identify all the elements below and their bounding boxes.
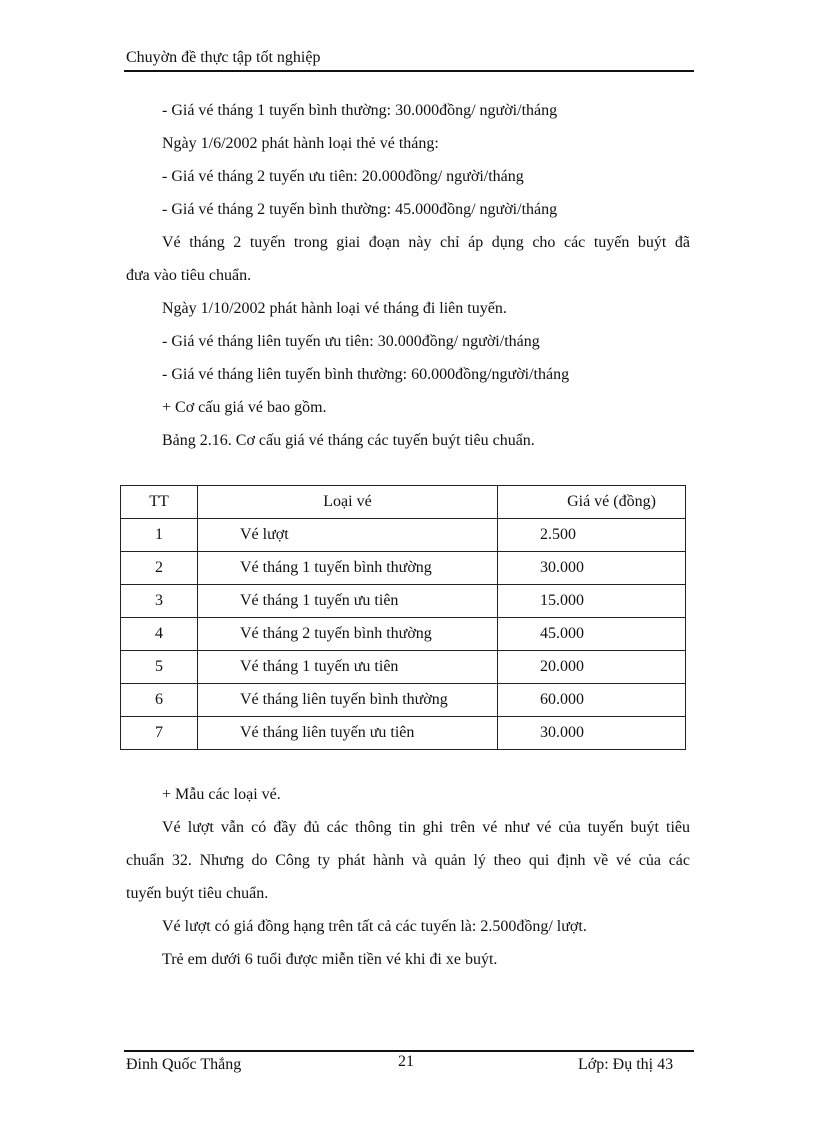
footer-divider [124, 1050, 694, 1052]
paragraph-line: tuyến buýt tiêu chuẩn. [126, 885, 269, 902]
row-price: 30.000 [498, 552, 686, 585]
paragraph-line: + Cơ cấu giá vé bao gồm. [162, 399, 327, 416]
row-price: 45.000 [498, 618, 686, 651]
paragraph-line: Vé lượt có giá đồng hạng trên tất cả các tuyến là: 2.500đồng/ lượt. [162, 918, 587, 935]
row-price: 60.000 [498, 684, 686, 717]
body-text-top [126, 94, 690, 457]
row-ticket-type: Vé lượt [198, 519, 498, 552]
paragraph-line: - Giá vé tháng 1 tuyến bình thường: 30.000đồng/ người/tháng [162, 102, 558, 119]
row-price: 30.000 [498, 717, 686, 750]
paragraph-line: Vé lượt vẫn có đầy đủ các thông tin ghi trên vé như vé của tuyến buýt tiêu [162, 819, 690, 836]
paragraph-line: Ngày 1/6/2002 phát hành loại thẻ vé tháng: [162, 135, 439, 152]
paragraph-line: Vé tháng 2 tuyến trong giai đoạn này chỉ áp dụng cho các tuyến buýt đã [162, 234, 690, 251]
paragraph-line: Ngày 1/10/2002 phát hành loại vé tháng đi liên tuyến. [162, 300, 507, 317]
table-row [121, 618, 686, 651]
table-header-row [121, 486, 686, 519]
row-ticket-type: Vé tháng 2 tuyến bình thường [198, 618, 498, 651]
row-number: 7 [121, 717, 198, 750]
paragraph-line: Trẻ em dưới 6 tuổi được miễn tiền vé khi đi xe buýt. [162, 951, 498, 968]
table-row [121, 651, 686, 684]
table-caption: Bảng 2.16. Cơ cấu giá vé tháng các tuyến buýt tiêu chuẩn. [162, 432, 535, 449]
row-number: 6 [121, 684, 198, 717]
footer-author: Đinh Quốc Thắng [126, 1056, 242, 1073]
paragraph-line: đưa vào tiêu chuẩn. [126, 267, 252, 284]
table-row [121, 519, 686, 552]
footer-class: Lớp: Đụ thị 43 [578, 1056, 674, 1073]
row-price: 20.000 [498, 651, 686, 684]
row-ticket-type: Vé tháng 1 tuyến bình thường [198, 552, 498, 585]
row-ticket-type: Vé tháng liên tuyến bình thường [198, 684, 498, 717]
row-number: 1 [121, 519, 198, 552]
row-number: 3 [121, 585, 198, 618]
paragraph-line: - Giá vé tháng 2 tuyến ưu tiên: 20.000đồng/ người/tháng [162, 168, 524, 185]
paragraph-line: chuẩn 32. Nhưng do Công ty phát hành và quản lý theo qui định về vé của các [126, 852, 690, 869]
table-row [121, 585, 686, 618]
paragraph-line: - Giá vé tháng liên tuyến bình thường: 60.000đồng/người/tháng [162, 366, 570, 383]
row-ticket-type: Vé tháng 1 tuyến ưu tiên [198, 651, 498, 684]
paragraph-line: - Giá vé tháng 2 tuyến bình thường: 45.000đồng/ người/tháng [162, 201, 558, 218]
page-header-title: Chuyờn đề thực tập tốt nghiệp [126, 49, 321, 66]
paragraph-line: + Mẫu các loại vé. [162, 786, 281, 803]
table-row [121, 717, 686, 750]
row-price: 2.500 [498, 519, 686, 552]
row-number: 4 [121, 618, 198, 651]
header-cell-price: Giá vé (đồng) [498, 486, 686, 519]
row-price: 15.000 [498, 585, 686, 618]
table-row [121, 552, 686, 585]
paragraph-line: - Giá vé tháng liên tuyến ưu tiên: 30.000đồng/ người/tháng [162, 333, 540, 350]
row-number: 2 [121, 552, 198, 585]
row-number: 5 [121, 651, 198, 684]
header-cell-ticket-type: Loại vé [198, 486, 498, 519]
row-ticket-type: Vé tháng liên tuyến ưu tiên [198, 717, 498, 750]
table-row [121, 684, 686, 717]
header-cell-tt: TT [121, 486, 198, 519]
page-number: 21 [398, 1053, 414, 1070]
body-text-bottom [126, 778, 690, 976]
row-ticket-type: Vé tháng 1 tuyến ưu tiên [198, 585, 498, 618]
ticket-price-table [120, 485, 686, 750]
header-divider [124, 70, 694, 72]
